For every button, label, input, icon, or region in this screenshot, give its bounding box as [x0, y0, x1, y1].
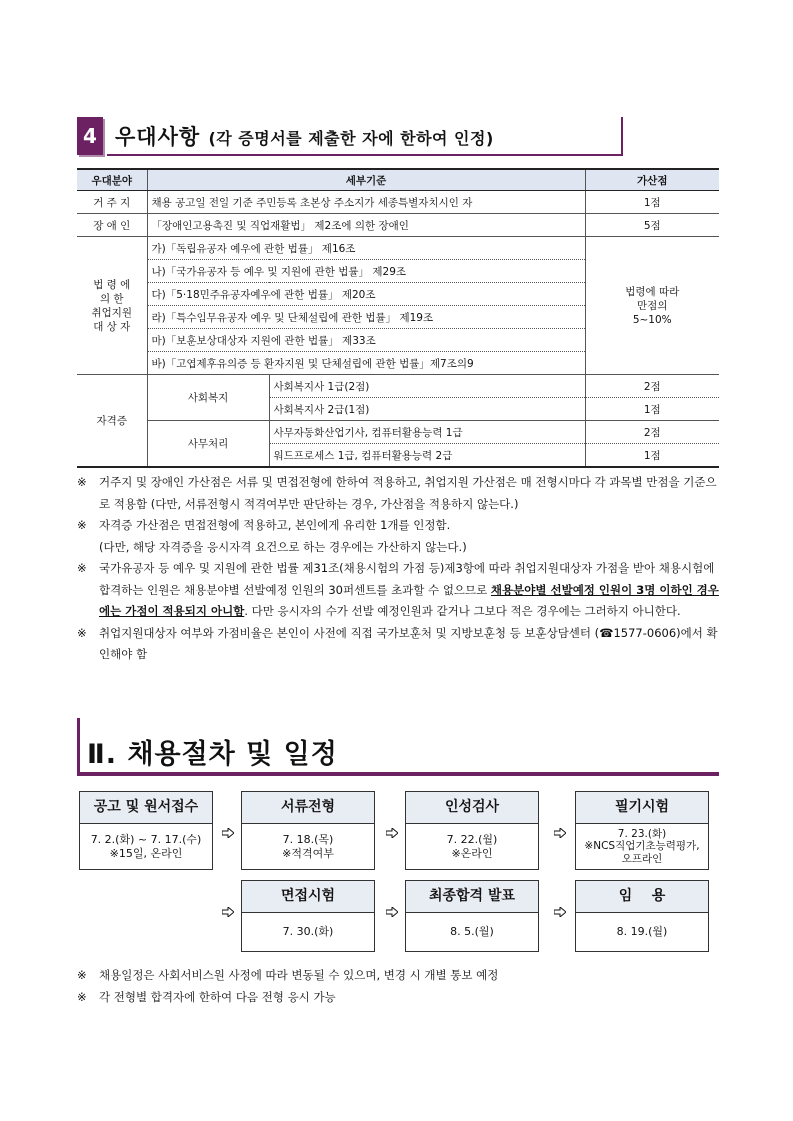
- note-item: ※ 국가유공자 등 예우 및 지원에 관한 법률 제31조(채용시험의 가점 등)제3항에 따라 취업지원대상자 가점을 받아 채용시험에 합격하는 인원은 채용분야별 선발예정 인원의 30퍼센트를 초과할 수 없으므로 채용분야별 선발예정 인원이 3명 이하인 경우에는 가점이 적용되지 아니함. 다만 응시자의 수가 선발 예정인원과 같거나 그보다 적은 경우에는 그러하지 아니한다.: [77, 558, 722, 623]
- note-mark: ※: [77, 561, 87, 575]
- cert-points: 1점: [585, 398, 719, 421]
- veteran-category: 법 령 에 의 한 취업지원 대 상 자: [77, 237, 147, 375]
- row-points: 5점: [585, 214, 719, 237]
- section-title-main: 우대사항: [115, 125, 201, 149]
- preference-table: [77, 168, 719, 468]
- cert-points: 2점: [585, 375, 719, 398]
- cert-points: 1점: [585, 444, 719, 468]
- row-criteria: 「장애인고용촉진 및 직업재활법」 제2조에 의한 장애인: [147, 214, 585, 237]
- flow-step-title: 최종합격 발표: [406, 881, 538, 913]
- cert-item: 워드프로세스 1급, 컴퓨터활용능력 2급: [269, 444, 585, 468]
- emphasized-rule: 채용분야별 선발예정 인원이 3명 이하인 경우에는 가점이 적용되지 아니함: [99, 582, 719, 618]
- section-4-header: [77, 117, 622, 157]
- flow-step-written: [575, 791, 709, 870]
- veteran-law-item: 나)「국가유공자 등 예우 및 지원에 관한 법률」 제29조: [147, 260, 585, 283]
- veteran-law-item: 바)「고엽제후유의증 등 환자지원 및 단체설립에 관한 법률」제7조의9: [147, 352, 585, 375]
- row-category: 장 애 인: [77, 214, 147, 237]
- row-points: 1점: [585, 191, 719, 214]
- section-side-bar: [77, 718, 80, 775]
- flow-step-body: 7. 18.(목) ※적격여부: [282, 832, 334, 860]
- flow-step-title: 공고 및 원서접수: [80, 792, 212, 824]
- flow-step-body: 8. 5.(월): [450, 925, 494, 938]
- flow-step-application: [79, 791, 213, 870]
- note-mark: ※: [77, 968, 87, 982]
- note-item: ※ 취업지원대상자 여부와 가점비율은 본인이 사전에 직접 국가보훈처 및 지방보훈청 등 보훈상담센터 (☎1577-0606)에서 확인해야 함: [77, 623, 722, 666]
- arrow-right-icon: [554, 828, 566, 838]
- preference-notes: [77, 472, 722, 666]
- arrow-right-icon: [222, 828, 234, 838]
- header-category: 우대분야: [77, 169, 147, 191]
- arrow-right-icon: [386, 828, 398, 838]
- section-title-sub: (각 증명서를 제출한 자에 한하여 인정): [208, 129, 494, 148]
- flow-step-title: 인성검사: [406, 792, 538, 824]
- section-2-header: [77, 718, 719, 778]
- arrow-right-icon: [554, 907, 566, 917]
- cert-item: 사무자동화산업기사, 컴퓨터활용능력 1급: [269, 421, 585, 444]
- flow-step-title: 서류전형: [242, 792, 374, 824]
- veteran-law-item: 마)「보훈보상대상자 지원에 관한 법률」 제33조: [147, 329, 585, 352]
- section-underline: [77, 772, 719, 776]
- flow-step-title: 임 용: [576, 881, 708, 913]
- note-item: ※ 각 전형별 합격자에 한하여 다음 전형 응시 가능: [77, 987, 722, 1009]
- arrow-right-icon: [386, 907, 398, 917]
- flow-step-body: 8. 19.(월): [616, 925, 668, 938]
- section-end-bar: [621, 117, 623, 156]
- flow-step-title: 면접시험: [242, 881, 374, 913]
- flow-step-interview: [241, 880, 375, 952]
- row-criteria: 채용 공고일 전일 기준 주민등록 초본상 주소지가 세종특별자치시인 자: [147, 191, 585, 214]
- section-underline: [107, 154, 622, 156]
- cert-item: 사회복지사 2급(1점): [269, 398, 585, 421]
- header-criteria: 세부기준: [147, 169, 585, 191]
- cert-points: 2점: [585, 421, 719, 444]
- section-number-badge: 4: [77, 117, 103, 155]
- schedule-notes: [77, 965, 722, 1008]
- note-mark: ※: [77, 625, 87, 640]
- flow-step-final: [405, 880, 539, 952]
- row-category: 거 주 지: [77, 191, 147, 214]
- note-mark: ※: [77, 989, 87, 1004]
- section-title: Ⅱ. 채용절차 및 일정: [87, 739, 338, 770]
- table-row: [77, 237, 719, 260]
- flow-step-body: 7. 23.(화) ※NCS직업기초능력평가, 오프라인: [584, 827, 700, 865]
- flow-step-body: 7. 2.(화) ~ 7. 17.(수) ※15일, 온라인: [90, 832, 202, 860]
- cert-group: 사무처리: [147, 421, 269, 468]
- note-mark: ※: [77, 475, 87, 489]
- table-row: [77, 191, 719, 214]
- table-row: [77, 214, 719, 237]
- cert-item: 사회복지사 1급(2점): [269, 375, 585, 398]
- flow-step-body: 7. 22.(월) ※온라인: [446, 832, 498, 860]
- cert-category: 자격증: [77, 375, 147, 468]
- arrow-right-icon: [222, 907, 234, 917]
- flow-step-title: 필기시험: [576, 792, 708, 824]
- section-title: [115, 121, 494, 151]
- note-item: ※ 거주지 및 장애인 가산점은 서류 및 면접전형에 한하여 적용하고, 취업지원 가산점은 매 전형시마다 각 과목별 만점을 기준으로 적용함 (다만, 서류전형시 적격여부만 판단하는 경우, 가산점을 적용하지 않는다.): [77, 472, 722, 515]
- note-mark: ※: [77, 518, 87, 532]
- table-row: [77, 375, 719, 398]
- header-points: 가산점: [585, 169, 719, 191]
- cert-group: 사회복지: [147, 375, 269, 421]
- flow-step-body: 7. 30.(화): [282, 925, 334, 938]
- flow-step-document: [241, 791, 375, 870]
- flow-step-personality: [405, 791, 539, 870]
- note-item: ※ 채용일정은 사회서비스원 사정에 따라 변동될 수 있으며, 변경 시 개별 통보 예정: [77, 965, 722, 987]
- flow-step-appointment: [575, 880, 709, 952]
- table-header-row: [77, 169, 719, 191]
- veteran-law-item: 다)「5·18민주유공자예우에 관한 법률」 제20조: [147, 283, 585, 306]
- veteran-points: 법령에 따라 만점의 5~10%: [585, 237, 719, 375]
- veteran-law-item: 가)「독립유공자 예우에 관한 법률」 제16조: [147, 237, 585, 260]
- veteran-law-item: 라)「특수임무유공자 예우 및 단체설립에 관한 법률」 제19조: [147, 306, 585, 329]
- note-item: ※ 자격증 가산점은 면접전형에 적용하고, 본인에게 유리한 1개를 인정함. (다만, 해당 자격증을 응시자격 요건으로 하는 경우에는 가산하지 않는다.): [77, 515, 722, 558]
